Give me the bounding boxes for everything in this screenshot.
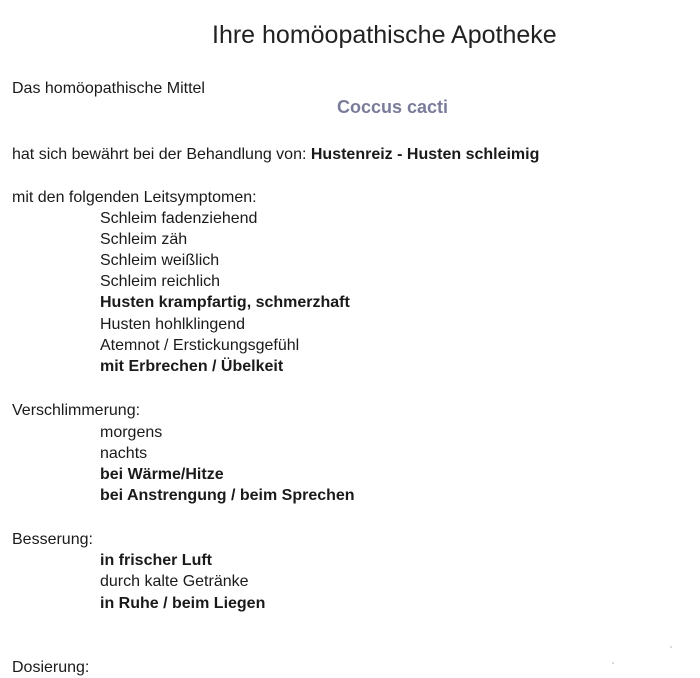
- intro-text: Das homöopathische Mittel: [12, 80, 205, 97]
- verschlimmerung-item: bei Anstrengung / beim Sprechen: [100, 487, 355, 504]
- leitsymptom-item: Schleim reichlich: [100, 273, 221, 290]
- leitsymptom-item: Schleim fadenziehend: [100, 210, 258, 227]
- leitsymptom-item: Schleim weißlich: [100, 252, 220, 269]
- besserung-heading: Besserung:: [12, 531, 93, 548]
- besserung-item: in Ruhe / beim Liegen: [100, 595, 266, 612]
- verschlimmerung-item: nachts: [100, 445, 148, 462]
- besserung-item: durch kalte Getränke: [100, 573, 249, 590]
- verschlimmerung-item: morgens: [100, 424, 163, 441]
- dosierung-heading: Dosierung:: [12, 659, 90, 676]
- scan-speck: [612, 662, 614, 664]
- leitsymptom-item: mit Erbrechen / Übelkeit: [100, 358, 284, 375]
- verschlimmerung-heading: Verschlimmerung:: [12, 402, 141, 419]
- leitsymptom-item: Husten hohlklingend: [100, 316, 245, 333]
- page-title: Ihre homöopathische Apotheke: [212, 21, 557, 49]
- leitsymptom-item: Schleim zäh: [100, 231, 188, 248]
- besserung-item: in frischer Luft: [100, 552, 213, 569]
- treatment-condition: Hustenreiz - Husten schleimig: [310, 146, 540, 163]
- leitsymptom-item: Atemnot / Erstickungsgefühl: [100, 337, 300, 354]
- treatment-prefix: hat sich bewährt bei der Behandlung von:: [12, 146, 311, 163]
- verschlimmerung-item: bei Wärme/Hitze: [100, 466, 224, 483]
- remedy-name: Coccus cacti: [337, 97, 449, 117]
- leitsymptom-item: Husten krampfartig, schmerzhaft: [100, 294, 350, 311]
- treatment-line: [12, 146, 539, 164]
- leitsymptome-heading: mit den folgenden Leitsymptomen:: [12, 189, 257, 206]
- scan-speck: [670, 646, 672, 648]
